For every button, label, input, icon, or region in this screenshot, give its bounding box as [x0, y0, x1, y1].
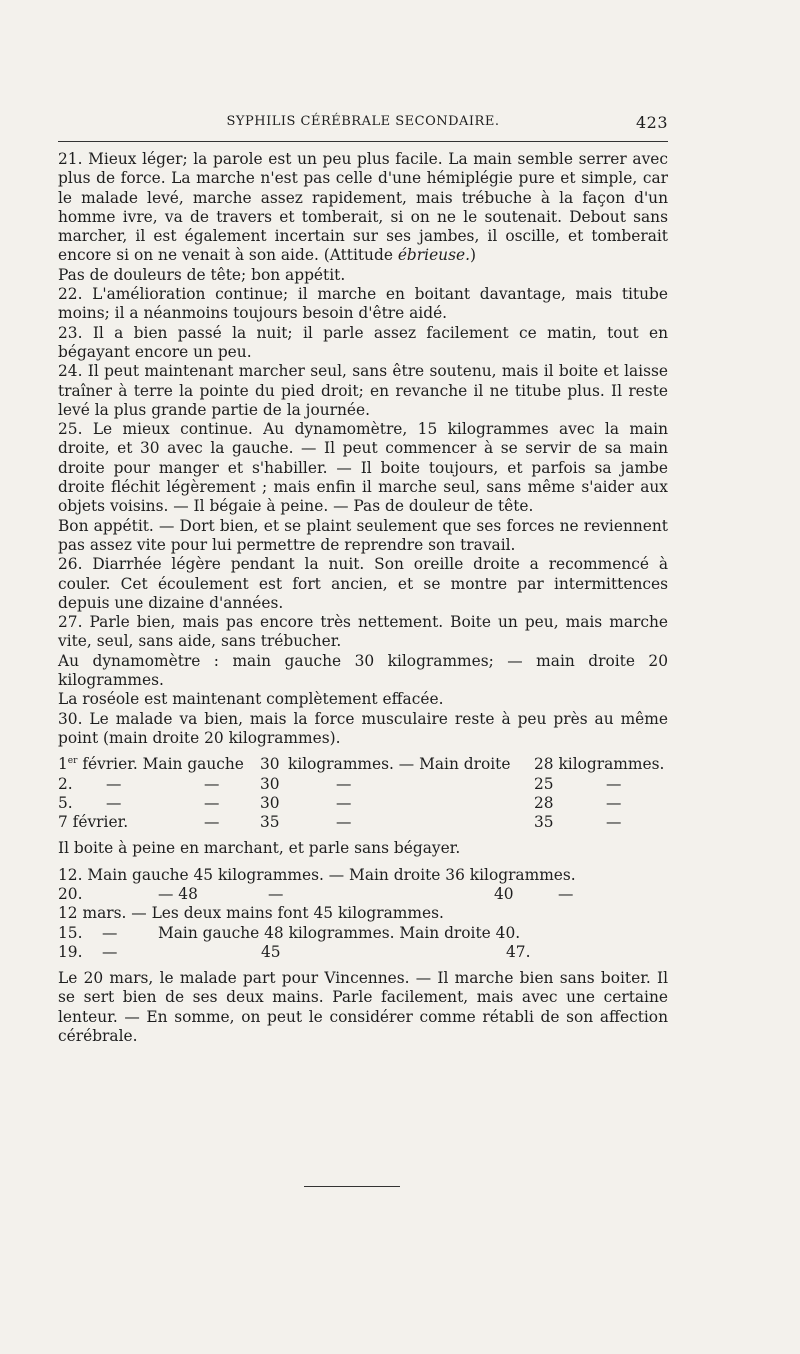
paragraph-boite: Il boite à peine en marchant, et parle sans bégayer. — [58, 839, 461, 858]
march-table-row — [58, 924, 668, 943]
paragraph-final: Le 20 mars, le malade part pour Vincennes. — Il marche bien sans boiter. Il se sert bien de ses deux mains. Parle facilement, mais avec une certaine lenteur. — En somme, on peut le considérer comme rétabli de son affection cérébrale. — [58, 969, 668, 1046]
feb-row-left-value: 30 — [260, 774, 280, 793]
feb-row-date: 2. — [58, 774, 73, 793]
march-row-date: 20. — [58, 884, 83, 903]
feb-table-row — [58, 813, 668, 832]
paragraph-21b: Pas de douleurs de tête; bon appétit. — [58, 265, 346, 284]
march-row-text: Main gauche 48 kilogrammes. Main droite 40. — [158, 923, 521, 942]
feb-table-row — [58, 775, 668, 794]
march-table-row — [58, 866, 668, 885]
feb-row-date: 5. — [58, 793, 73, 812]
paragraph-27c: La roséole est maintenant complètement effacée. — [58, 690, 444, 709]
march-row-date: 15. — [58, 923, 83, 942]
paragraph-26: 26. Diarrhée légère pendant la nuit. Son oreille droite a recommencé à couler. Cet écoulement est fort ancien, et se montre par intermittences depuis une dizaine d'années. — [58, 555, 668, 612]
page-number: 423 — [635, 113, 668, 132]
ditto-dash: — — [102, 923, 118, 942]
ditto-dash: — — [268, 884, 284, 903]
paragraph-21-end: ) — [470, 246, 477, 265]
paragraph-30: 30. Le malade va bien, mais la force musculaire reste à peu près au même point (main droite 20 kilogrammes). — [58, 709, 668, 747]
march-row-value: 45 — [261, 942, 281, 961]
ditto-dash: — — [606, 793, 622, 812]
feb-row-left-value: 35 — [260, 813, 280, 832]
paragraph-27: 27. Parle bien, mais pas encore très nettement. Boite un peu, mais marche vite, seul, sans aide, sans trébucher. — [58, 613, 668, 651]
march-table-row — [58, 885, 668, 904]
running-title: SYPHILIS CÉRÉBRALE SECONDAIRE. — [226, 114, 500, 129]
ditto-dash: — — [336, 774, 352, 793]
march-row-value: 40 — [494, 884, 514, 903]
feb-row-mid: kilogrammes. — Main droite — [288, 755, 511, 774]
ditto-dash: — — [106, 793, 122, 812]
ditto-dash: — — [204, 793, 220, 812]
march-table-row — [58, 943, 668, 962]
paragraph-23: 23. Il a bien passé la nuit; il parle assez facilement ce matin, tout en bégayant encore un peu. — [58, 323, 668, 361]
paragraph-27b: Au dynamomètre : main gauche 30 kilogrammes; — main droite 20 kilogrammes. — [58, 651, 668, 690]
paragraph-21-italic: ébrieuse. — [397, 246, 470, 265]
ditto-dash: — — [106, 774, 122, 793]
march-table-row — [58, 904, 668, 923]
march-row-text: 12 mars. — Les deux mains font 45 kilogrammes. — [58, 904, 444, 923]
ditto-dash: — — [204, 813, 220, 832]
march-row-text: 12. Main gauche 45 kilogrammes. — Main droite 36 kilogrammes. — [58, 865, 576, 884]
march-row-value: — 48 — [158, 884, 198, 903]
ditto-dash: — — [102, 942, 118, 961]
footer-rule — [304, 1186, 400, 1187]
running-head — [58, 114, 668, 136]
header-rule — [58, 141, 668, 142]
ditto-dash: — — [204, 774, 220, 793]
ditto-dash: — — [336, 793, 352, 812]
feb-row-right-value: 28 kilogrammes. — [534, 755, 665, 774]
feb-row-left-value: 30 — [260, 755, 280, 774]
feb-row-right-value: 35 — [534, 813, 554, 832]
page-body — [58, 150, 668, 1046]
feb-row-date: 7 février. — [58, 813, 129, 832]
ditto-dash: — — [606, 813, 622, 832]
paragraph-21 — [58, 150, 668, 266]
paragraph-25b: Bon appétit. — Dort bien, et se plaint seulement que ses forces ne reviennent pas assez vite pour lui permettre de reprendre son travail. — [58, 516, 668, 554]
paragraph-21-text: 21. Mieux léger; la parole est un peu plus facile. La main semble serrer avec plus de force. La marche n'est pas celle d'une hémiplégie pure et simple, car le malade levé, marche assez rapidement, mais trébuche à la façon d'un homme ivre, va de travers et tomberait, si on ne le soutenait. Debout sans marcher, il est également incertain sur ses jambes, il oscille, et tomberait encore si on ne venait à son aide. (Attitude — [58, 150, 668, 265]
feb-row-date: 1er février. Main gauche — [58, 755, 244, 774]
feb-table-row — [58, 794, 668, 813]
paragraph-25: 25. Le mieux continue. Au dynamomètre, 15 kilogrammes avec la main droite, et 30 avec la gauche. — Il peut commencer à se servir de sa main droite pour manger et s'habiller. — Il boite toujours, et parfois sa jambe droite fléchit légèrement ; mais enfin il marche seul, sans même s'aider aux objets voisins. — Il bégaie à peine. — Pas de douleur de tête. — [58, 420, 668, 516]
ditto-dash: — — [558, 884, 574, 903]
paragraph-22: 22. L'amélioration continue; il marche en boitant davantage, mais titube moins; il a néanmoins toujours besoin d'être aidé. — [58, 285, 668, 323]
feb-table-row — [58, 755, 668, 774]
march-row-value: 47. — [506, 942, 531, 961]
feb-row-right-value: 28 — [534, 793, 554, 812]
ditto-dash: — — [336, 813, 352, 832]
feb-row-right-value: 25 — [534, 774, 554, 793]
march-row-date: 19. — [58, 942, 83, 961]
paragraph-24: 24. Il peut maintenant marcher seul, sans être soutenu, mais il boite et laisse traîner à terre la pointe du pied droit; en revanche il ne titube plus. Il reste levé la plus grande partie de la journée. — [58, 362, 668, 419]
feb-row-left-value: 30 — [260, 793, 280, 812]
ditto-dash: — — [606, 774, 622, 793]
